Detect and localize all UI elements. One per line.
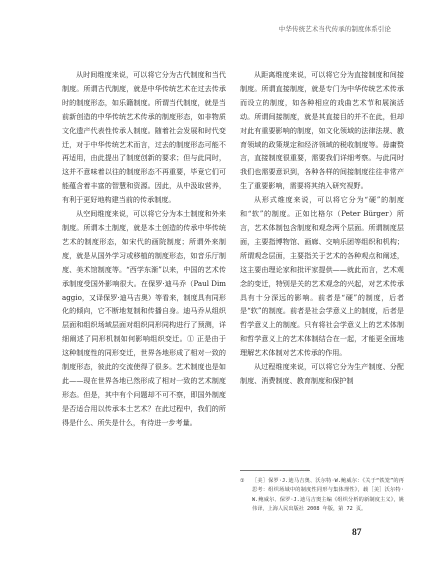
footnote xyxy=(240,477,404,515)
left-column xyxy=(62,68,226,430)
page-number: 87 xyxy=(352,528,362,538)
footnote-text: ［美］保罗·J.迪马吉奥、沃尔特·W.鲍威尔：《关于“铁笼”的再思考：组织场域中的制度性同形与集体理性》，载［美］沃尔特·W.鲍威尔、保罗·J.迪马吉奥主编《组织分析的新制度主义》，姚伟译，上海人民出版社 2008 年版，第 72 页。 xyxy=(252,478,404,513)
paragraph-distance-dimension: 从距离维度来说，可以将它分为直接制度和间接制度。所谓直接制度，就是专门为中华传统艺术传承而设立的制度，如各种相应的戏曲艺术节和展演活动。所谓间接制度，就是其直接目的并不在此，但却对此有重要影响的制度，如文化领域的法律法规、教育领域的政策规定和经济领域的税收制度等。毋庸赘言，直接制度很重要，需要我们详细考察。与此同时我们也需要意识到，各种各样的间接制度往往非常产生了重要影响，需要将其纳入研究视野。 xyxy=(240,70,404,191)
running-header: 中华传统艺术当代传承的制度体系引论 xyxy=(278,25,391,33)
right-column xyxy=(240,68,404,388)
footnote-divider xyxy=(240,470,310,471)
paragraph-time-dimension: 从时间维度来说，可以将它分为古代制度和当代制度。所谓古代制度，就是中华传统艺术在过去传承时的制度形态，如乐籍制度。所谓当代制度，就是当前新创造的中华传统艺术传承的制度形态，如非物质文化遗产代表性传承人制度。随着社会发展和时代变迁，对于中华传统艺术而言，过去的制度形态可能不再适用，由此提出了制度创新的要求；但与此同时，这并不意味着以往的制度形态不再重要，毕竟它们可能蕴含着丰富的智慧和资源。因此，从中汲取营养，有利于更好地构建当前的传承制度。 xyxy=(62,70,226,205)
paragraph-form-dimension: 从形式维度来说，可以将它分为“硬”的制度和“软”的制度。正如比格尔（Peter Bürger）所言，艺术体制包含制度和观念两个层面。所谓制度层面，主要指博物馆、画廊、交响乐团等组织和机构；所谓观念层面，主要指关于艺术的各种观点和阐述，这主要由理论家和批评家提供——就此而言，艺术观念的变迁，特别是关的艺术观念的兴起，对艺术传承具有十分深远的影响。前者是“硬”的制度，后者是“软”的制度。前者是社会学意义上的制度，后者是哲学意义上的制度。只有将社会学意义上的艺术体制和哲学意义上的艺术体制结合在一起，才能更全面地理解艺术体制对艺术传承的作用。 xyxy=(240,195,404,358)
paragraph-space-dimension: 从空间维度来说，可以将它分为本土制度和外来制度。所谓本土制度，就是本土创造的传承中华传统艺术的制度形态，如宋代的画院制度；所谓外来制度，就是从国外学习或移植的制度形态，如音乐厅制度、美术馆制度等。“西学东渐”以来，中国的艺术传承制度受国外影响很大。在保罗·迪马乔（Paul Dimaggio，又译保罗·迪马吉奥）等看来，制度具有同形化的倾向，它不断地复制和传播自身。迪马乔从组织层面和组织场域层面对组织同形同构进行了预测，详细阐述了同形机制如何影响组织变迁。① 正是由于这种制度性的同形变迁，世界各地形成了相对一致的制度形态，彼此的交流使得了很多。艺术制度也是如此——现在世界各地已然形成了相对一致的艺术制度形态。但是，其中有个问题却不可不察，即国外制度是否适合用以传承本土艺术？在此过程中，我们的所得是什么、所失是什么，有待进一步考量。 xyxy=(62,209,226,427)
paragraph-process-dimension: 从过程维度来说，可以将它分为生产制度、分配制度、消费制度、教育制度和保护制 xyxy=(240,362,404,385)
footnote-marker: ① xyxy=(240,478,245,484)
